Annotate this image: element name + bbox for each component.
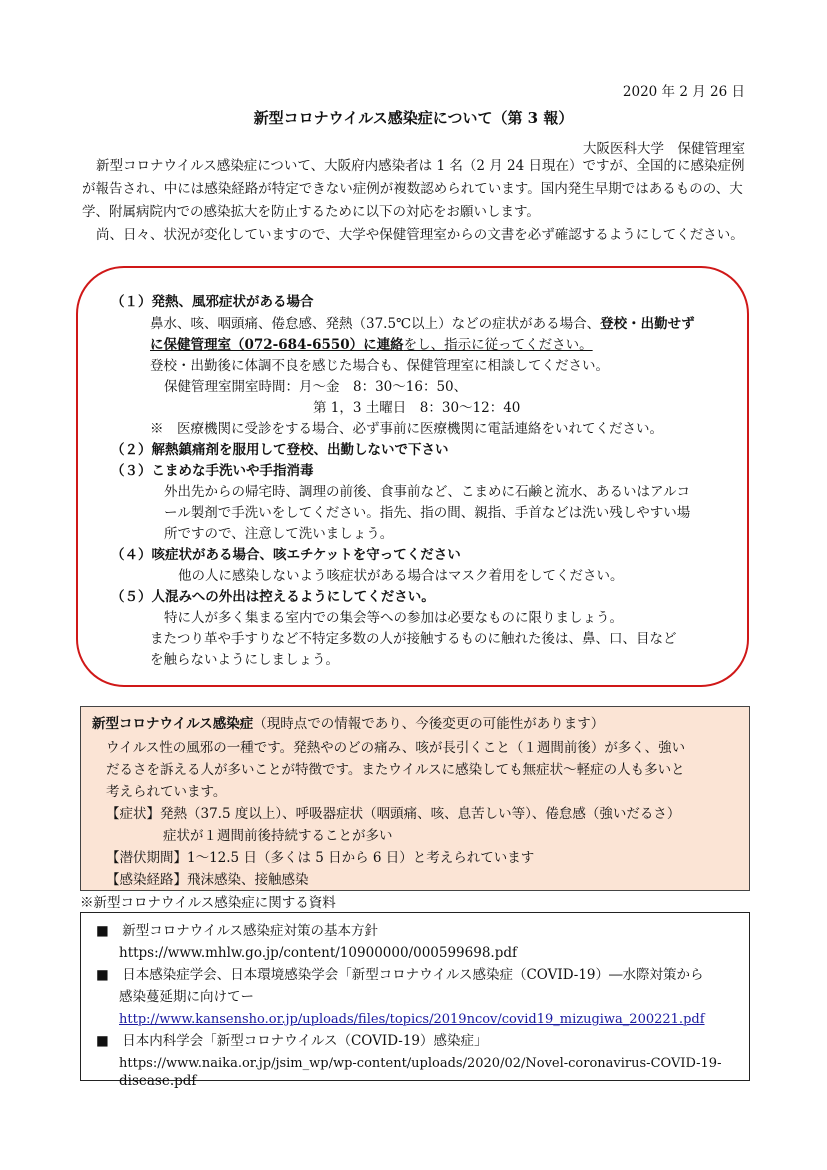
office-hours-weekday: 保健管理室開室時間：月～金 8：30～16：50、 xyxy=(164,379,468,395)
item-4-line-1: 他の人に感染しないよう咳症状がある場合はマスク着用をしてください。 xyxy=(178,568,624,584)
item-5-line-3: を触らないようにしましょう。 xyxy=(150,652,339,668)
info-title: 新型コロナウイルス感染症（現時点での情報であり、今後変更の可能性があります） xyxy=(92,716,605,732)
info-symptoms: 【症状】発熱（37.5 度以上）、呼吸器症状（咽頭痛、咳、息苦しい等）、倦怠感（強いだるさ） xyxy=(106,806,681,822)
document-title: 新型コロナウイルス感染症について（第 3 報） xyxy=(253,109,574,127)
reference-2-title: ■ 日本感染症学会、日本環境感染学会「新型コロナウイルス感染症（COVID-19）―水際対策から xyxy=(96,967,704,983)
item-5-line-2: またつり革や手すりなど不特定多数の人が接触するものに触れた後は、鼻、口、目など xyxy=(150,631,677,647)
info-line-1: ウイルス性の風邪の一種です。発熱やのどの痛み、咳が長引くこと（１週間前後）が多く、強い xyxy=(106,740,686,756)
bullet-icon: ■ xyxy=(96,967,109,983)
reference-1-url: https://www.mhlw.go.jp/content/10900000/000599698.pdf xyxy=(119,945,517,961)
document-date: 2020 年 2 月 26 日 xyxy=(622,84,745,100)
issuing-organization: 大阪医科大学 保健管理室 xyxy=(583,141,745,157)
item-5-heading: （５）人混みへの外出は控えるようにしてください。 xyxy=(111,589,435,605)
item-2-heading: （２）解熱鎮痛剤を服用して登校、出勤しないで下さい xyxy=(111,442,449,458)
reference-3-url: https://www.naika.or.jp/jsim_wp/wp-content/uploads/2020/02/Novel-coronavirus-COVID-19- xyxy=(119,1056,722,1071)
intro-paragraph-2: 尚、日々、状況が変化していますので、大学や保健管理室からの文書を必ず確認するようにしてください。 xyxy=(96,227,744,243)
info-symptoms-duration: 症状が１週間前後持続することが多い xyxy=(163,828,393,844)
item-3-line-3: 所ですので、注意して洗いましょう。 xyxy=(164,526,394,542)
item-1-line-3: 登校・出勤後に体調不良を感じた場合も、保健管理室に相談してください。 xyxy=(150,358,609,374)
info-route: 【感染経路】飛沫感染、接触感染 xyxy=(106,872,309,888)
item-1-heading: （１）発熱、風邪症状がある場合 xyxy=(111,294,314,310)
item-1-line-2: に保健管理室（072-684-6550）に連絡をし、指示に従ってください。 xyxy=(150,337,593,353)
item-1-note: ※ 医療機関に受診をする場合、必ず事前に医療機関に電話連絡をいれてください。 xyxy=(150,421,663,437)
item-3-line-2: ール製剤で手洗いをしてください。指先、指の間、親指、手首などは洗い残しやすい場 xyxy=(164,505,691,521)
item-3-line-1: 外出先からの帰宅時、調理の前後、食事前など、こまめに石鹸と流水、あるいはアルコ xyxy=(164,484,690,500)
info-line-2: だるさを訴える人が多いことが特徴です。またウイルスに感染しても無症状～軽症の人も多いと xyxy=(106,762,685,778)
intro-paragraph-1: 新型コロナウイルス感染症について、大阪府内感染者は 1 名（2 月 24 日現在）ですが、全国的に感染症例が報告され、中には感染経路が特定できない症例が複数認められています。国内発生早期ではあるものの、大学、附属病院内での感染拡大を防止するために以下の対応をお願いします。 xyxy=(82,158,745,220)
references-note: ※新型コロナウイルス感染症に関する資料 xyxy=(80,895,336,911)
item-1-line-1: 鼻水、咳、咽頭痛、倦怠感、発熱（37.5℃以上）などの症状がある場合、登校・出勤せず xyxy=(150,316,695,332)
intro-section xyxy=(82,155,746,247)
info-line-3: 考えられています。 xyxy=(106,784,227,800)
office-hours-saturday: 第 1，3 土曜日 8：30～12：40 xyxy=(313,400,521,416)
reference-1-title: ■ 新型コロナウイルス感染症対策の基本方針 xyxy=(96,923,378,939)
reference-2-link[interactable]: http://www.kansensho.or.jp/uploads/files/topics/2019ncov/covid19_mizugiwa_200221.pdf xyxy=(119,1012,705,1027)
reference-2-title-cont: 感染蔓延期に向けてー xyxy=(119,989,254,1005)
reference-3-title: ■ 日本内科学会「新型コロナウイルス（COVID-19）感染症」 xyxy=(96,1033,488,1049)
info-incubation: 【潜伏期間】1～12.5 日（多くは 5 日から 6 日）と考えられています xyxy=(106,850,535,866)
item-4-heading: （４）咳症状がある場合、咳エチケットを守ってください xyxy=(111,547,461,563)
item-3-heading: （３）こまめな手洗いや手指消毒 xyxy=(111,463,314,479)
bullet-icon: ■ xyxy=(96,1033,109,1049)
item-5-line-1: 特に人が多く集まる室内での集会等への参加は必要なものに限りましょう。 xyxy=(164,610,623,626)
bullet-icon: ■ xyxy=(96,923,109,939)
reference-3-url-cont: disease.pdf xyxy=(119,1073,197,1089)
